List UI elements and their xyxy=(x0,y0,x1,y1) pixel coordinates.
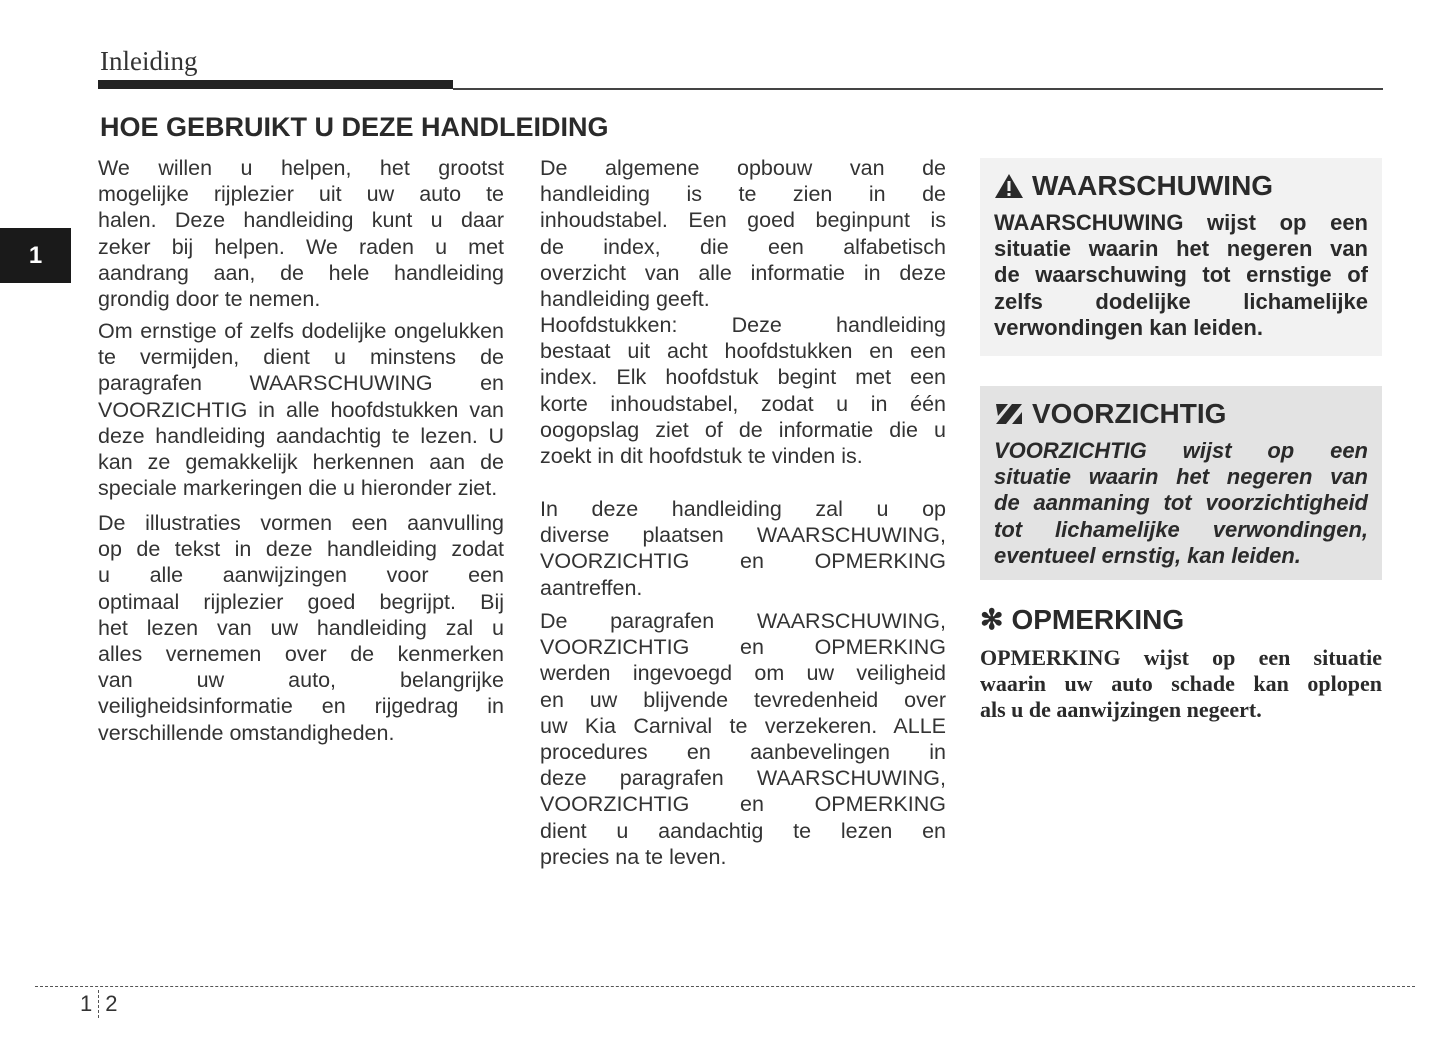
header-rule-thin xyxy=(453,88,1383,90)
caution-heading xyxy=(994,398,1226,430)
text-line: kan ze gemakkelijk herkennen aan de xyxy=(98,449,504,474)
text-line: deze paragrafen WAARSCHUWING, xyxy=(540,766,946,791)
text-line: paragrafen WAARSCHUWING en xyxy=(98,371,504,396)
text-line: VOORZICHTIG in alle hoofdstukken van xyxy=(98,397,504,422)
text-line: en uw blijvende tevredenheid over xyxy=(540,687,946,712)
paragraph xyxy=(98,510,504,746)
text-line: grondig door te nemen. xyxy=(98,286,321,311)
text-line: op de tekst in deze handleiding zodat xyxy=(98,537,504,562)
paragraph xyxy=(98,318,504,501)
text-line: de waarschuwing tot ernstige of xyxy=(994,262,1368,288)
text-line: OPMERKING wijst op een situatie xyxy=(980,645,1382,670)
caution-title: VOORZICHTIG xyxy=(1032,398,1227,429)
header-rule-thick xyxy=(98,80,453,89)
paragraph xyxy=(540,155,946,312)
note-title: OPMERKING xyxy=(1011,603,1185,635)
text-line: eventueel ernstig, kan leiden. xyxy=(994,542,1301,568)
text-line: Om ernstige of zelfs dodelijke ongelukken xyxy=(98,319,504,343)
text-line: veiligheidsinformatie en rijgedrag in xyxy=(98,694,504,719)
text-line: In deze handleiding zal u op xyxy=(540,497,946,521)
text-line: optimaal rijplezier goed begrijpt. Bij xyxy=(98,589,504,614)
text-line: als u de aanwijzingen negeert. xyxy=(980,697,1262,723)
text-line: speciale markeringen die u hieronder ziet. xyxy=(98,476,498,501)
text-line: verwondingen kan leiden. xyxy=(994,314,1263,340)
paragraph xyxy=(540,608,946,870)
text-line: korte inhoudstabel, zodat u in één xyxy=(540,391,946,416)
text-line: inhoudstabel. Een goed beginpunt is xyxy=(540,208,946,233)
text-line: bestaat uit acht hoofdstukken en een xyxy=(540,339,946,364)
text-line: We willen u helpen, het grootst xyxy=(98,156,504,180)
text-line: halen. Deze handleiding kunt u daar xyxy=(98,208,504,233)
text-line: De illustraties vormen een aanvulling xyxy=(98,511,504,535)
text-line: zoekt in dit hoofdstuk te vinden is. xyxy=(540,443,863,468)
text-line: dient u aandachtig te lezen en xyxy=(540,818,946,843)
text-line: uw Kia Carnival te verzekeren. ALLE xyxy=(540,713,946,738)
text-line: de aanmaning tot voorzichtigheid xyxy=(994,490,1368,516)
footer-rule xyxy=(35,986,1415,987)
text-line: aandrang aan, de hele handleiding xyxy=(98,260,504,285)
text-line: index. Elk hoofdstuk begint met een xyxy=(540,365,946,390)
text-line: WAARSCHUWING wijst op een xyxy=(994,210,1368,235)
text-line: aantreffen. xyxy=(540,575,643,600)
text-line: zeker bij helpen. We raden u met xyxy=(98,234,504,259)
text-line: VOORZICHTIG en OPMERKING xyxy=(540,635,946,660)
page-index: 2 xyxy=(105,991,118,1016)
text-line: zelfs dodelijke lichamelijke xyxy=(994,288,1368,314)
paragraph xyxy=(540,496,946,601)
text-line: VOORZICHTIG en OPMERKING xyxy=(540,792,946,817)
text-line: alles vernemen over de kenmerken xyxy=(98,641,504,666)
text-line: Hoofdstukken: Deze handleiding xyxy=(540,313,946,337)
warning-text xyxy=(994,210,1368,341)
page-number-separator xyxy=(98,990,99,1018)
paragraph xyxy=(98,155,504,312)
text-line: diverse plaatsen WAARSCHUWING, xyxy=(540,523,946,548)
text-line: handleiding geeft. xyxy=(540,286,710,311)
paragraph xyxy=(540,312,946,469)
text-line: te vermijden, dient u minstens de xyxy=(98,345,504,370)
text-line: De paragrafen WAARSCHUWING, xyxy=(540,609,946,633)
caution-slash-icon xyxy=(994,402,1024,426)
text-line: situatie waarin het negeren van xyxy=(994,464,1368,490)
text-line: VOORZICHTIG wijst op een xyxy=(994,438,1368,463)
note-text xyxy=(980,644,1382,723)
warning-triangle-icon xyxy=(994,173,1024,199)
text-line: handleiding is te zien in de xyxy=(540,182,946,207)
text-line: situatie waarin het negeren van xyxy=(994,236,1368,262)
text-line: waarin uw auto schade kan oplopen xyxy=(980,671,1382,697)
text-line: het lezen van uw handleiding zal u xyxy=(98,615,504,640)
text-line: mogelijke rijplezier uit uw auto te xyxy=(98,182,504,207)
warning-heading xyxy=(994,170,1273,202)
text-line: deze handleiding aandachtig te lezen. U xyxy=(98,423,504,448)
section-header: Inleiding xyxy=(100,46,198,76)
text-line: oogopslag ziet of de informatie die u xyxy=(540,417,946,442)
text-line: de index, die een alfabetisch xyxy=(540,234,946,259)
chapter-number: 1 xyxy=(80,991,93,1016)
chapter-tab: 1 xyxy=(0,228,71,283)
caution-box xyxy=(980,386,1382,580)
text-line: u alle aanwijzingen voor een xyxy=(98,563,504,588)
text-line: overzicht van alle informatie in deze xyxy=(540,260,946,285)
text-line: VOORZICHTIG en OPMERKING xyxy=(540,549,946,574)
text-line: verschillende omstandigheden. xyxy=(98,720,395,745)
asterisk-icon: ✻ xyxy=(980,604,1004,635)
warning-title: WAARSCHUWING xyxy=(1032,170,1274,201)
text-line: van uw auto, belangrijke xyxy=(98,668,504,693)
text-line: De algemene opbouw van de xyxy=(540,156,946,180)
text-line: procedures en aanbevelingen in xyxy=(540,739,946,764)
page-number xyxy=(80,990,118,1018)
caution-text xyxy=(994,438,1368,569)
text-line: werden ingevoegd om uw veiligheid xyxy=(540,661,946,686)
text-line: tot lichamelijke verwondingen, xyxy=(994,516,1368,542)
page-title: HOE GEBRUIKT U DEZE HANDLEIDING xyxy=(100,112,609,142)
text-line: precies na te leven. xyxy=(540,844,727,869)
note-heading xyxy=(980,603,1184,636)
warning-box xyxy=(980,158,1382,356)
